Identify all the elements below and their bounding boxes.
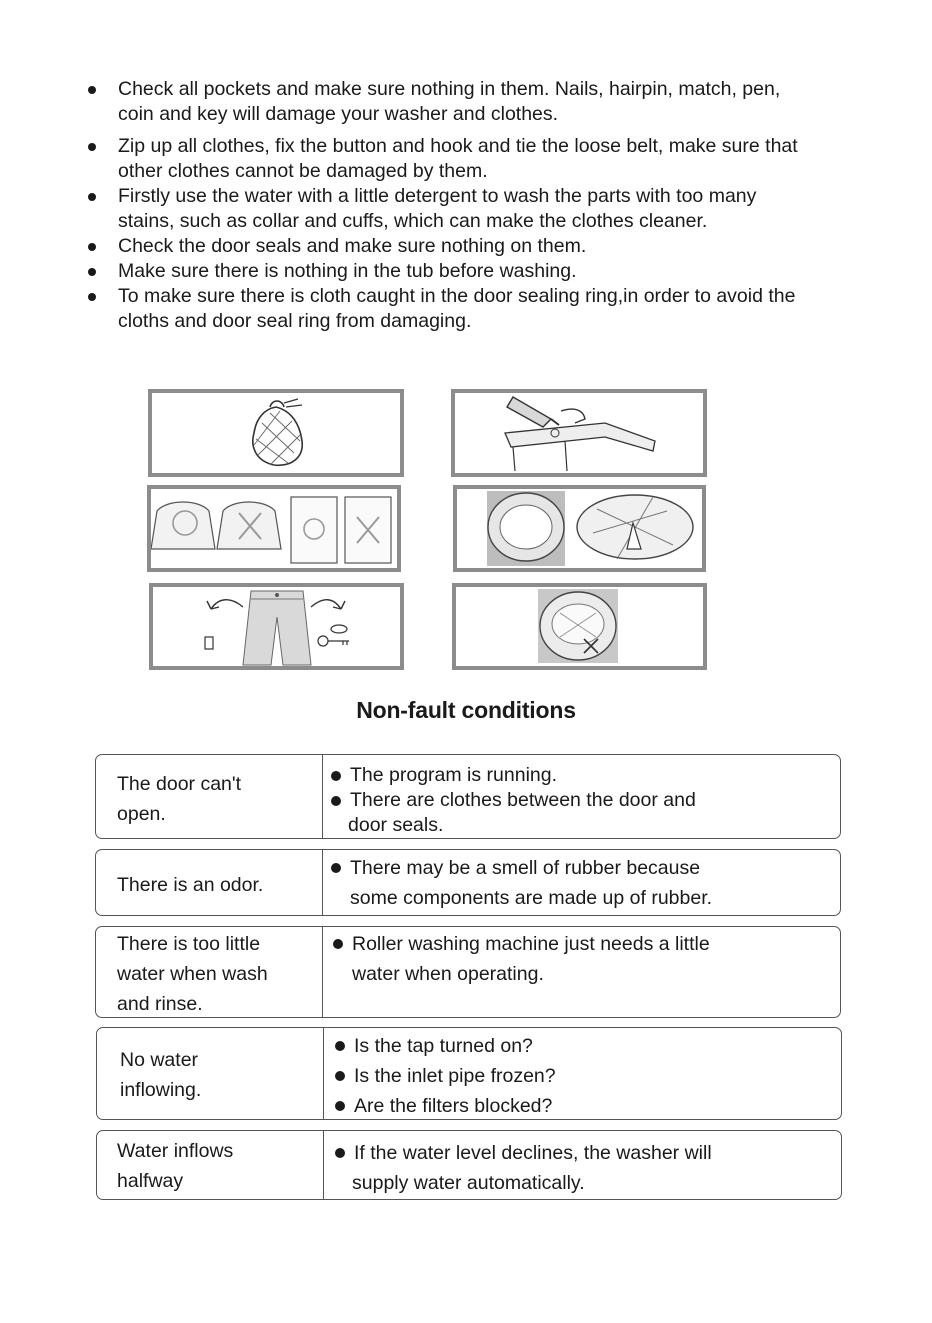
cause-item: The program is running.: [330, 763, 696, 788]
cause-list: [334, 1138, 712, 1198]
condition-label: [117, 769, 241, 829]
zip-button-illustration: [147, 485, 401, 572]
precaution-item: Firstly use the water with a little detergent to wash the parts with too many stains, such as collar and cuffs, which can make the clothes cleaner.: [86, 184, 816, 234]
door-seal-check-icon: [457, 489, 702, 568]
cause-item: Is the inlet pipe frozen?: [334, 1061, 556, 1091]
cause-continuation: some components are made up of rubber.: [350, 887, 713, 909]
column-divider: [323, 1028, 324, 1119]
condition-label: [117, 929, 268, 1019]
condition-line: halfway: [117, 1170, 184, 1192]
cause-item: Is the tap turned on?: [334, 1031, 556, 1061]
cause-list: [330, 853, 712, 913]
cause-list: [330, 763, 696, 838]
condition-line: and rinse.: [117, 993, 203, 1015]
fault-row: [95, 926, 841, 1018]
column-divider: [322, 755, 323, 838]
precaution-list: [86, 77, 816, 334]
cause-continuation: supply water automatically.: [352, 1172, 585, 1194]
condition-line: water when wash: [117, 963, 268, 985]
column-divider: [322, 850, 323, 915]
cause-item: Roller washing machine just needs a little: [332, 929, 710, 959]
fault-row: [96, 1130, 842, 1200]
condition-line: The door can't: [117, 773, 242, 795]
condition-line: open.: [117, 803, 166, 825]
condition-line: There is too little: [117, 933, 261, 955]
fault-row: [95, 849, 841, 916]
precaution-item: To make sure there is cloth caught in the door sealing ring,in order to avoid the cloths and door seal ring from damaging.: [86, 284, 816, 334]
cause-item: There may be a smell of rubber because: [330, 853, 712, 883]
cause-list: [334, 1031, 556, 1121]
precaution-item: Check the door seals and make sure nothing on them.: [86, 234, 816, 259]
condition-line: inflowing.: [120, 1079, 202, 1101]
empty-tub-icon: [456, 587, 703, 666]
condition-line: No water: [120, 1049, 199, 1071]
condition-label: [117, 870, 263, 900]
pocket-check-illustration: [149, 583, 404, 670]
fault-row: [96, 1027, 842, 1120]
condition-label: [120, 1045, 201, 1105]
cause-item: If the water level declines, the washer will: [334, 1138, 712, 1168]
section-title: Non-fault conditions: [356, 697, 576, 723]
cause-list: [332, 929, 710, 989]
zip-button-icon: [151, 489, 397, 568]
detergent-collar-icon: [455, 393, 703, 473]
precaution-item: Check all pockets and make sure nothing in them. Nails, hairpin, match, pen, coin and key will damage your washer and clothes.: [86, 77, 816, 127]
door-seal-check-illustration: [453, 485, 706, 572]
laundry-bag-illustration: [148, 389, 404, 477]
cause-item: There are clothes between the door and: [330, 788, 696, 813]
precaution-item: Zip up all clothes, fix the button and hook and tie the loose belt, make sure that other clothes cannot be damaged by them.: [86, 134, 816, 184]
cause-item: Are the filters blocked?: [334, 1091, 556, 1121]
column-divider: [323, 1131, 324, 1199]
empty-tub-illustration: [452, 583, 707, 670]
pocket-check-icon: [153, 587, 400, 666]
column-divider: [322, 927, 323, 1017]
detergent-collar-illustration: [451, 389, 707, 477]
condition-line: Water inflows: [117, 1140, 234, 1162]
condition-label: [117, 1136, 233, 1196]
precaution-item: Make sure there is nothing in the tub before washing.: [86, 259, 816, 284]
fault-row: [95, 754, 841, 839]
cause-continuation: door seals.: [348, 814, 444, 836]
condition-line: There is an odor.: [117, 874, 264, 896]
cause-continuation: water when operating.: [352, 963, 544, 985]
laundry-bag-icon: [152, 393, 400, 473]
